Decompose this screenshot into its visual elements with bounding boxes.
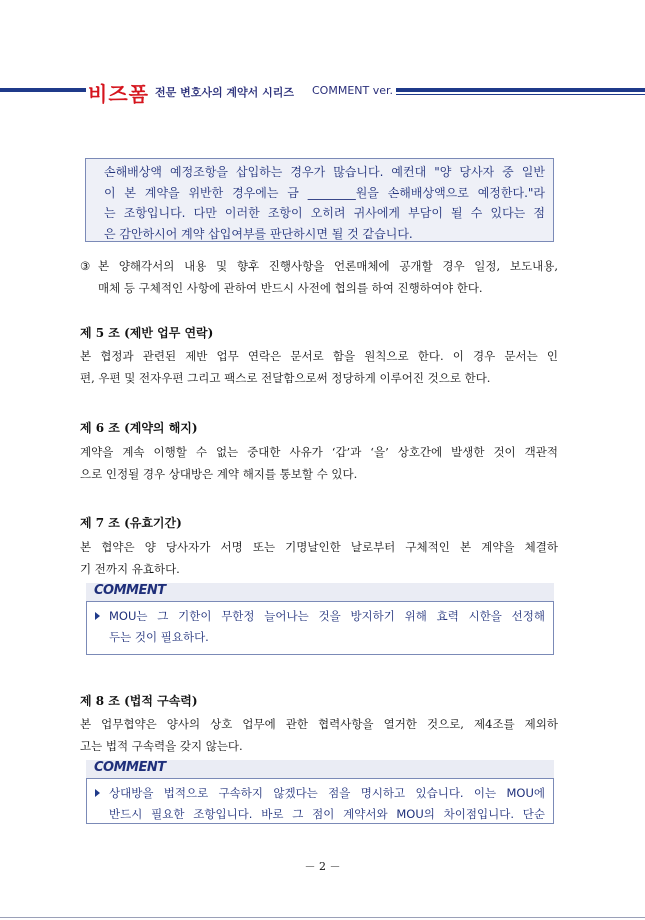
brand-logo: 비즈폼: [88, 82, 149, 106]
comment-label: COMMENT: [94, 760, 166, 775]
clause-line: 본 업무협약은 양사의 상호 업무에 관한 협력사항을 열거한 것으로, 제4조를 제외하: [80, 717, 558, 731]
comment-box: [86, 778, 554, 824]
clause-line: 본 양해각서의 내용 및 향후 진행사항을 언론매체에 공개할 경우 일정, 보도내용,: [98, 259, 558, 273]
clause-line: 본 협정과 관련된 제반 업무 연락은 문서로 함을 원칙으로 한다. 이 경우 문서는 인: [80, 349, 558, 363]
article-5-body: [80, 345, 558, 389]
header-rule-left: [0, 88, 86, 92]
page-number: － 2 －: [304, 860, 341, 873]
comment-line: 반드시 필요한 조항입니다. 바로 그 점이 계약서와 MOU의 차이점입니다. 단순: [109, 807, 545, 821]
comment-label: COMMENT: [94, 583, 166, 598]
comment-line: MOU는 그 기한이 무한정 늘어나는 것을 방지하기 위해 효력 시한을 선정해: [109, 609, 545, 623]
series-title: 전문 변호사의 계약서 시리즈: [155, 86, 294, 99]
article-8-title: 제 8 조 (법적 구속력): [80, 694, 198, 708]
note-line: 는 조항입니다. 다만 이러한 조항이 오히려 귀사에게 부담이 될 수 있다는 점: [104, 206, 545, 220]
clause-line: 편, 우편 및 전자우편 그리고 팩스로 전달함으로써 정당하게 이루어진 것으로 한다.: [80, 371, 491, 385]
clause-line: 본 협약은 양 당사자가 서명 또는 기명날인한 날로부터 구체적인 본 계약을 체결하: [80, 540, 558, 554]
article-7-title: 제 7 조 (유효기간): [80, 516, 182, 530]
article-6-title: 제 6 조 (계약의 해지): [80, 421, 198, 435]
note-line: 이 본 계약을 위반한 경우에는 금 ________원을 손해배상액으로 예정한다."라: [104, 185, 545, 200]
clause-line: 으로 인정될 경우 상대방은 계약 해지를 통보할 수 있다.: [80, 467, 358, 481]
header-rule-right: [396, 88, 645, 92]
article-8-body: [80, 713, 558, 757]
comment-box: [86, 601, 554, 655]
clause-line: 기 전까지 유효하다.: [80, 562, 180, 576]
comment-row: [95, 606, 545, 648]
clause-item-3: [80, 255, 558, 299]
page-header: [0, 78, 645, 104]
comment-note-box: [85, 158, 554, 242]
clause-line: 계약을 계속 이행할 수 없는 중대한 사유가 ‘갑’과 ‘을’ 상호간에 발생한 것이 객관적: [80, 445, 558, 459]
article-6-body: [80, 441, 558, 485]
series-version: COMMENT ver.: [312, 84, 394, 97]
header-rule-thin: [396, 94, 645, 95]
triangle-bullet-icon: [95, 789, 100, 797]
triangle-bullet-icon: [95, 612, 100, 620]
clause-line: 고는 법적 구속력을 갖지 않는다.: [80, 739, 243, 753]
comment-line: 상대방을 법적으로 구속하지 않겠다는 점을 명시하고 있습니다. 이는 MOU에: [109, 786, 545, 800]
bottom-rule: [0, 917, 645, 918]
note-line: 은 감안하시어 계약 삽입여부를 판단하시면 될 것 같습니다.: [104, 226, 413, 241]
article-7-body: [80, 536, 558, 580]
comment-line: 두는 것이 필요하다.: [109, 630, 209, 644]
comment-row: [95, 783, 545, 824]
clause-line: 매체 등 구체적인 사항에 관하여 반드시 사전에 협의를 하여 진행하여야 한다.: [98, 281, 483, 295]
note-line: 손해배상액 예정조항을 삽입하는 경우가 많습니다. 예컨대 "양 당사자 중 일반: [104, 165, 545, 179]
item-marker: ③: [80, 259, 91, 273]
article-5-title: 제 5 조 (제반 업무 연락): [80, 326, 214, 340]
